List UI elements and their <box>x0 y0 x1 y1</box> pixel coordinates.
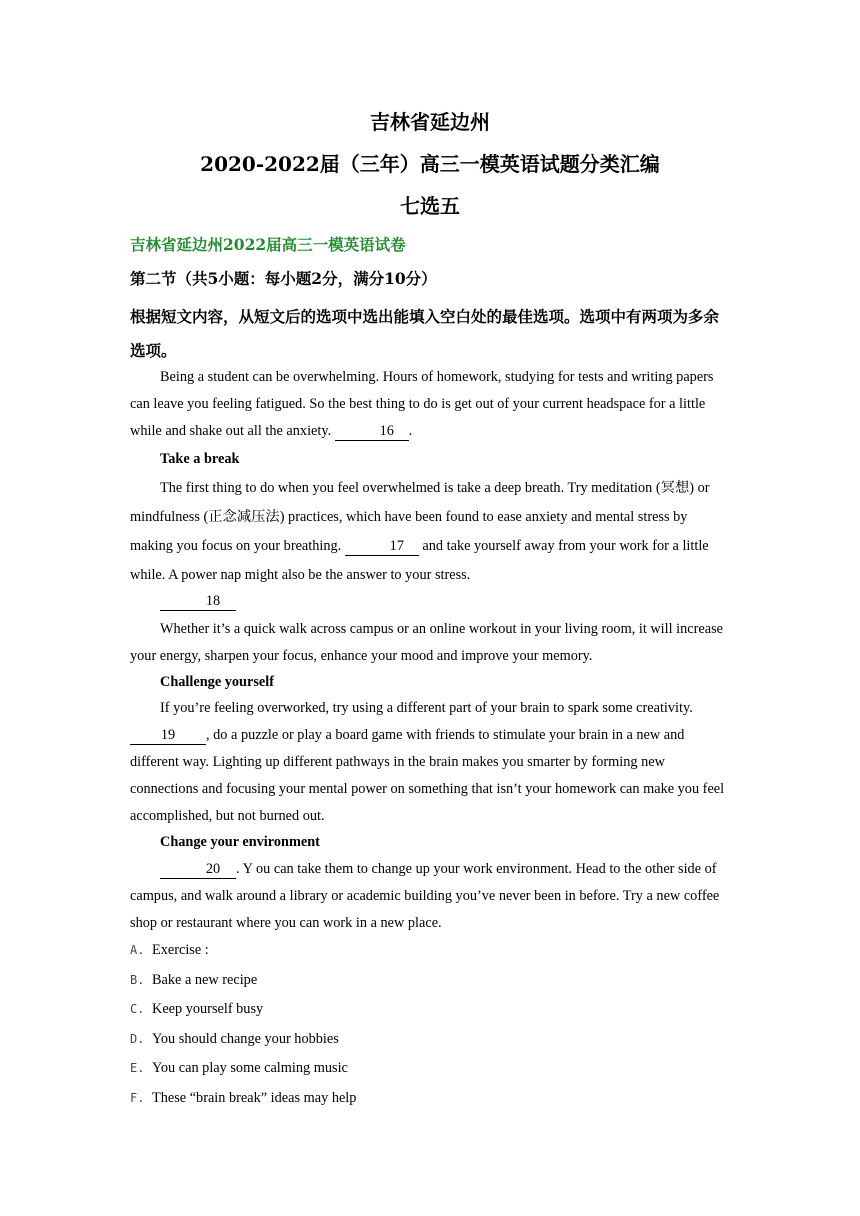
option-letter: F. <box>130 1091 145 1105</box>
title-region: 吉林省延边州 <box>370 110 490 134</box>
title-topic: 七选五 <box>400 194 460 218</box>
option-text: You can play some calming music <box>152 1060 348 1076</box>
option-a <box>130 942 209 959</box>
paragraph-text: Being a student can be overwhelming. Hours of homework, studying for tests and writing papers can leave you feeling fatigued. So the best thing to do is get out of your current headspace for a little while and shake out all the anxiety. <box>130 369 714 439</box>
heading-challenge-yourself: Challenge yourself <box>160 674 274 690</box>
option-letter: D. <box>130 1032 145 1046</box>
blank-16: 16 <box>335 422 409 441</box>
option-letter: A. <box>130 943 145 957</box>
paragraph-text: . Y ou can take them to change up your work environment. Head to the other side of campus, and walk around a library or academic building you’ve never been in before. Try a new coffee shop or restaurant where you can work in a new place. <box>130 861 720 931</box>
option-c <box>130 1001 263 1018</box>
option-letter: E. <box>130 1061 145 1075</box>
option-letter: C. <box>130 1002 145 1016</box>
option-text: These “brain break” ideas may help <box>152 1090 357 1106</box>
passage-paragraph-1 <box>130 364 732 445</box>
instruction-text: 根据短文内容，从短文后的选项中选出能填入空白处的最佳选项。选项中有两项为多余选项。 <box>130 307 720 360</box>
option-text: You should change your hobbies <box>152 1031 339 1047</box>
blank-20: 20 <box>160 860 236 879</box>
title-main: 2020-2022届（三年）高三一模英语试题分类汇编 <box>200 152 660 176</box>
option-b <box>130 972 257 989</box>
blank-17: 17 <box>345 537 419 556</box>
blank-18: 18 <box>160 592 236 611</box>
option-letter: B. <box>130 973 145 987</box>
heading-change-environment: Change your environment <box>160 834 320 850</box>
option-text: Keep yourself busy <box>152 1001 264 1017</box>
option-e <box>130 1060 348 1077</box>
instruction-header: 第二节（共5小题：每小题2分，满分10分） <box>130 269 437 288</box>
paragraph-text: The first thing to do when you feel overwhelmed is take a deep breath. Try meditation (冥想) or mindfulness (正念减压法) practices, which have been found to ease anxiety and mental stress by making you focus on your breathing. <box>130 480 710 554</box>
option-text: Bake a new recipe <box>152 972 258 988</box>
heading-take-a-break: Take a break <box>160 451 240 467</box>
paragraph-end: . <box>408 423 413 439</box>
option-text: Exercise : <box>152 942 209 958</box>
option-d <box>130 1031 339 1048</box>
passage-blank-18-line <box>130 588 732 615</box>
passage-paragraph-4: If you’re feeling overworked, try using a different part of your brain to spark some creativity. <box>160 700 693 716</box>
passage-paragraph-5 <box>130 722 732 830</box>
paragraph-text: and take yourself away from your work for a little while. A power nap might also be the answer to your stress. <box>130 538 709 583</box>
passage-paragraph-2 <box>130 474 732 590</box>
section-title: 吉林省延边州2022届高三一模英语试卷 <box>130 235 406 254</box>
option-f <box>130 1090 356 1107</box>
passage-paragraph-3: Whether it’s a quick walk across campus or an online workout in your living room, it will increase your energy, sharpen your focus, enhance your mood and improve your memory. <box>130 621 724 664</box>
blank-19: 19 <box>130 726 206 745</box>
passage-paragraph-6 <box>130 856 732 937</box>
paragraph-text: , do a puzzle or play a board game with friends to stimulate your brain in a new and different way. Lighting up different pathways in the brain makes you smarter by forming new connections and focusing your mental power on something that isn’t your homework can make you feel accomplished, but not burned out. <box>130 727 725 824</box>
